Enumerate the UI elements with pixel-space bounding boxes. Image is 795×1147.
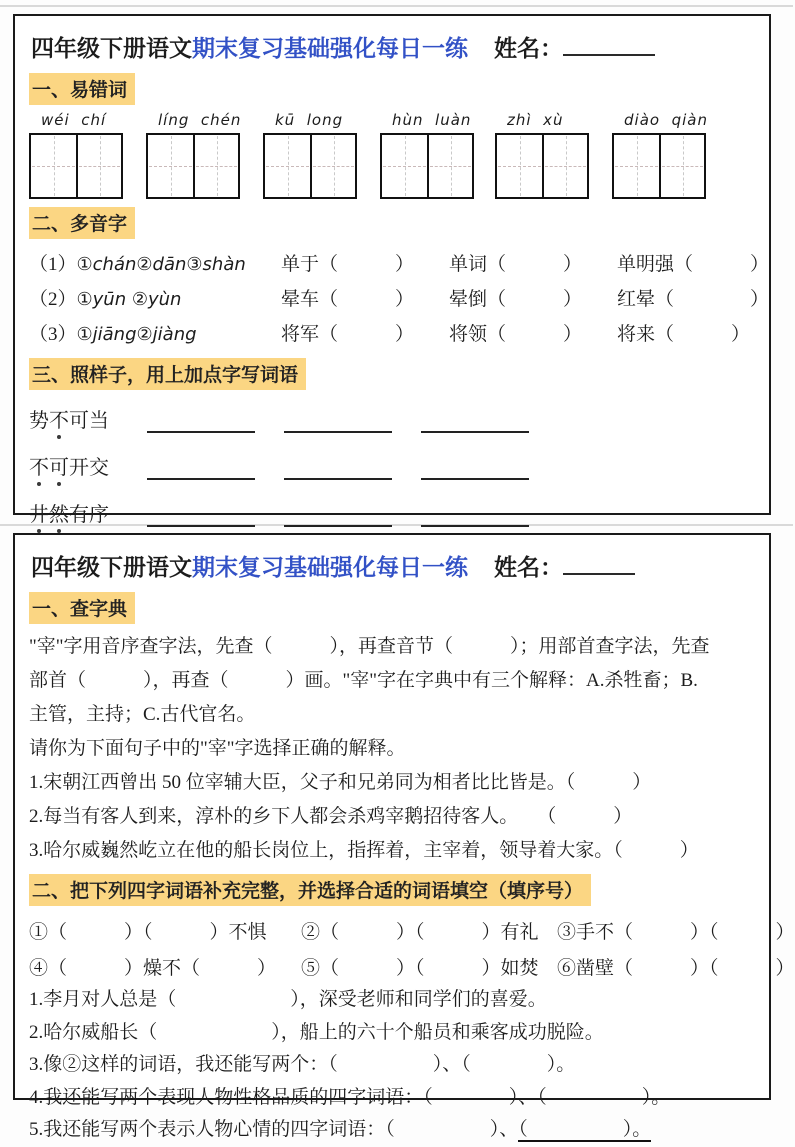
writing-grid: [495, 133, 589, 199]
polyphone-options: [29, 249, 281, 276]
polyphone-row: [29, 280, 770, 315]
polyphone-options: [29, 284, 281, 311]
fill-sentence: 1.李月对人总是（ ），深受老师和同学们的喜爱。: [29, 989, 547, 1010]
name-blank-line: [563, 40, 655, 56]
fill-sentence-text: 5.我还能写两个表示人物心情的四字词语：（ ）、: [29, 1119, 519, 1140]
grid-cell: [31, 135, 76, 197]
fill-sentence: 2.哈尔威船长（ ），船上的六十个船员和乘客成功脱险。: [29, 1021, 604, 1043]
dictionary-text-line: 主管，主持；C.古代官名。: [29, 704, 256, 725]
example-word: 不可开交: [29, 451, 147, 488]
pinyin-options: ①jiāng②jiàng: [76, 324, 197, 345]
polyphone-item: 单词（ ）: [449, 254, 583, 275]
pinyin-label: líng chén: [158, 111, 242, 129]
polyphone-item: 将来（ ）: [617, 324, 751, 345]
section-heading-label: 三、照样子，用上加点字写词语: [29, 358, 306, 390]
completion-item: ②（ ）（ ）有礼: [301, 921, 539, 943]
dictionary-text-line: 部首（ ），再查（ ）画。"宰"字在字典中有三个解释：A.杀牲畜；B.: [29, 670, 698, 691]
completion-item: ①（ ）（ ）不惧: [29, 921, 267, 943]
section-heading-label: 一、易错词: [29, 73, 135, 105]
writing-grid: [263, 133, 357, 199]
grid-cell: [659, 135, 704, 197]
title-topic: 期末复习基础强化每日一练: [192, 36, 468, 61]
section-heading-dictionary: [29, 592, 755, 624]
polyphone-row: [29, 315, 755, 350]
completion-item: ④（ ）燥不（ ）: [29, 957, 277, 979]
writing-grid: [146, 133, 240, 199]
grid-cell: [382, 135, 427, 197]
row-number: （1）: [29, 254, 77, 275]
row-number: （3）: [29, 324, 77, 345]
polyphone-row: [29, 245, 770, 280]
section-heading-polyphones: [29, 207, 755, 239]
completion-row: [29, 948, 795, 984]
pinyin-options: ①yūn ②yùn: [76, 289, 182, 310]
polyphone-item: 红晕（ ）: [617, 289, 770, 310]
grid-cell: [193, 135, 238, 197]
name-blank-line: [563, 559, 635, 575]
choice-sentence: 1.宋朝江西曾出 50 位宰辅大臣，父子和兄弟同为相者比比皆是。（ ）: [29, 772, 652, 793]
pinyin-label: hùn luàn: [392, 111, 472, 129]
section-heading-word-examples: [29, 358, 755, 390]
grid-cell: [497, 135, 542, 197]
section-heading-label: 一、查字典: [29, 592, 135, 624]
answer-blank-line: [147, 413, 255, 433]
grid-cell: [265, 135, 310, 197]
section-heading-easy-words: [29, 73, 755, 105]
writing-grid: [380, 133, 474, 199]
section-heading-label: 二、把下列四字词语补充完整，并选择合适的词语填空（填序号）: [29, 874, 591, 906]
pinyin-word-group: [263, 111, 380, 199]
polyphone-item: 单明强（ ）: [617, 254, 770, 275]
pinyin-label: diào qiàn: [624, 111, 708, 129]
worksheet-page-1: [13, 14, 771, 526]
pinyin-label: wéi chí: [41, 111, 107, 129]
writing-grid: [612, 133, 706, 199]
example-word-row: [29, 443, 755, 488]
grid-cell: [427, 135, 472, 197]
example-word-row: [29, 396, 755, 441]
pinyin-word-group: [495, 111, 612, 199]
worksheet-page-2: [13, 533, 795, 1140]
answer-blank-line: [284, 460, 392, 480]
completion-item: ③手不（ ）（ ）: [557, 921, 795, 943]
answer-blank-line: [147, 507, 255, 527]
underlined-answer-blank: （ ）。: [518, 1119, 652, 1140]
polyphone-item: 将军（ ）: [281, 324, 415, 345]
row-number: （2）: [29, 289, 77, 310]
section-heading-label: 二、多音字: [29, 207, 135, 239]
grid-cell: [614, 135, 659, 197]
section-heading-completion: [29, 874, 755, 906]
choice-sentence: 3.哈尔威巍然屹立在他的船长岗位上，指挥着，主宰着，领导着大家。（ ）: [29, 840, 699, 861]
example-word: 井然有序: [29, 498, 147, 535]
choice-sentence: 2.每当有客人到来，淳朴的乡下人都会杀鸡宰鹅招待客人。 （ ）: [29, 806, 633, 827]
completion-item: ⑥凿壁（ ）（ ）: [557, 957, 795, 979]
answer-blank-line: [421, 413, 529, 433]
pinyin-label: kū long: [275, 111, 344, 129]
pinyin-word-group: [380, 111, 495, 199]
polyphone-item: 单于（ ）: [281, 254, 415, 275]
name-label: 姓名：: [494, 555, 563, 580]
pinyin-label: zhì xù: [507, 111, 564, 129]
page1-title: [31, 30, 755, 63]
grid-cell: [310, 135, 355, 197]
dictionary-text-line: "宰"字用音序查字法，先查（ ），再查音节（ ）；用部首查字法，先查: [29, 636, 710, 657]
pinyin-options: ①chán②dān③shàn: [76, 254, 246, 275]
page2-title: [31, 549, 755, 582]
grid-cell: [148, 135, 193, 197]
answer-blank-line: [421, 460, 529, 480]
completion-row: [29, 912, 795, 948]
title-grade-subject: 四年级下册语文: [31, 36, 192, 61]
pinyin-word-group: [29, 111, 146, 199]
polyphone-options: [29, 319, 281, 346]
grid-cell: [76, 135, 121, 197]
pinyin-word-group: [146, 111, 263, 199]
answer-blank-line: [284, 507, 392, 527]
name-label: 姓名：: [494, 36, 563, 61]
fill-sentence: 4.我还能写两个表现人物性格品质的四字词语：（ ）、（ ）。: [29, 1086, 671, 1108]
fill-sentence: 3.像②这样的词语，我还能写两个：（ ）、（ ）。: [29, 1054, 576, 1075]
answer-blank-line: [421, 507, 529, 527]
writing-grid: [29, 133, 123, 199]
polyphone-item: 晕倒（ ）: [449, 289, 583, 310]
title-grade-subject: 四年级下册语文: [31, 555, 192, 580]
polyphone-item: 晕车（ ）: [281, 289, 415, 310]
title-topic: 期末复习基础强化每日一练: [192, 555, 468, 580]
answer-blank-line: [147, 460, 255, 480]
dictionary-instruction-line: 请你为下面句子中的"宰"字选择正确的解释。: [29, 738, 406, 759]
fill-sentence: [29, 1114, 755, 1147]
pinyin-word-group: [612, 111, 729, 199]
example-word: 势不可当: [29, 404, 147, 441]
example-word-row: [29, 490, 755, 535]
grid-cell: [542, 135, 587, 197]
completion-item: ⑤（ ）（ ）如焚: [301, 957, 539, 979]
page1-edge-line: [0, 5, 793, 7]
answer-blank-line: [284, 413, 392, 433]
polyphone-item: 将领（ ）: [449, 324, 583, 345]
easy-words-row: [29, 111, 755, 199]
